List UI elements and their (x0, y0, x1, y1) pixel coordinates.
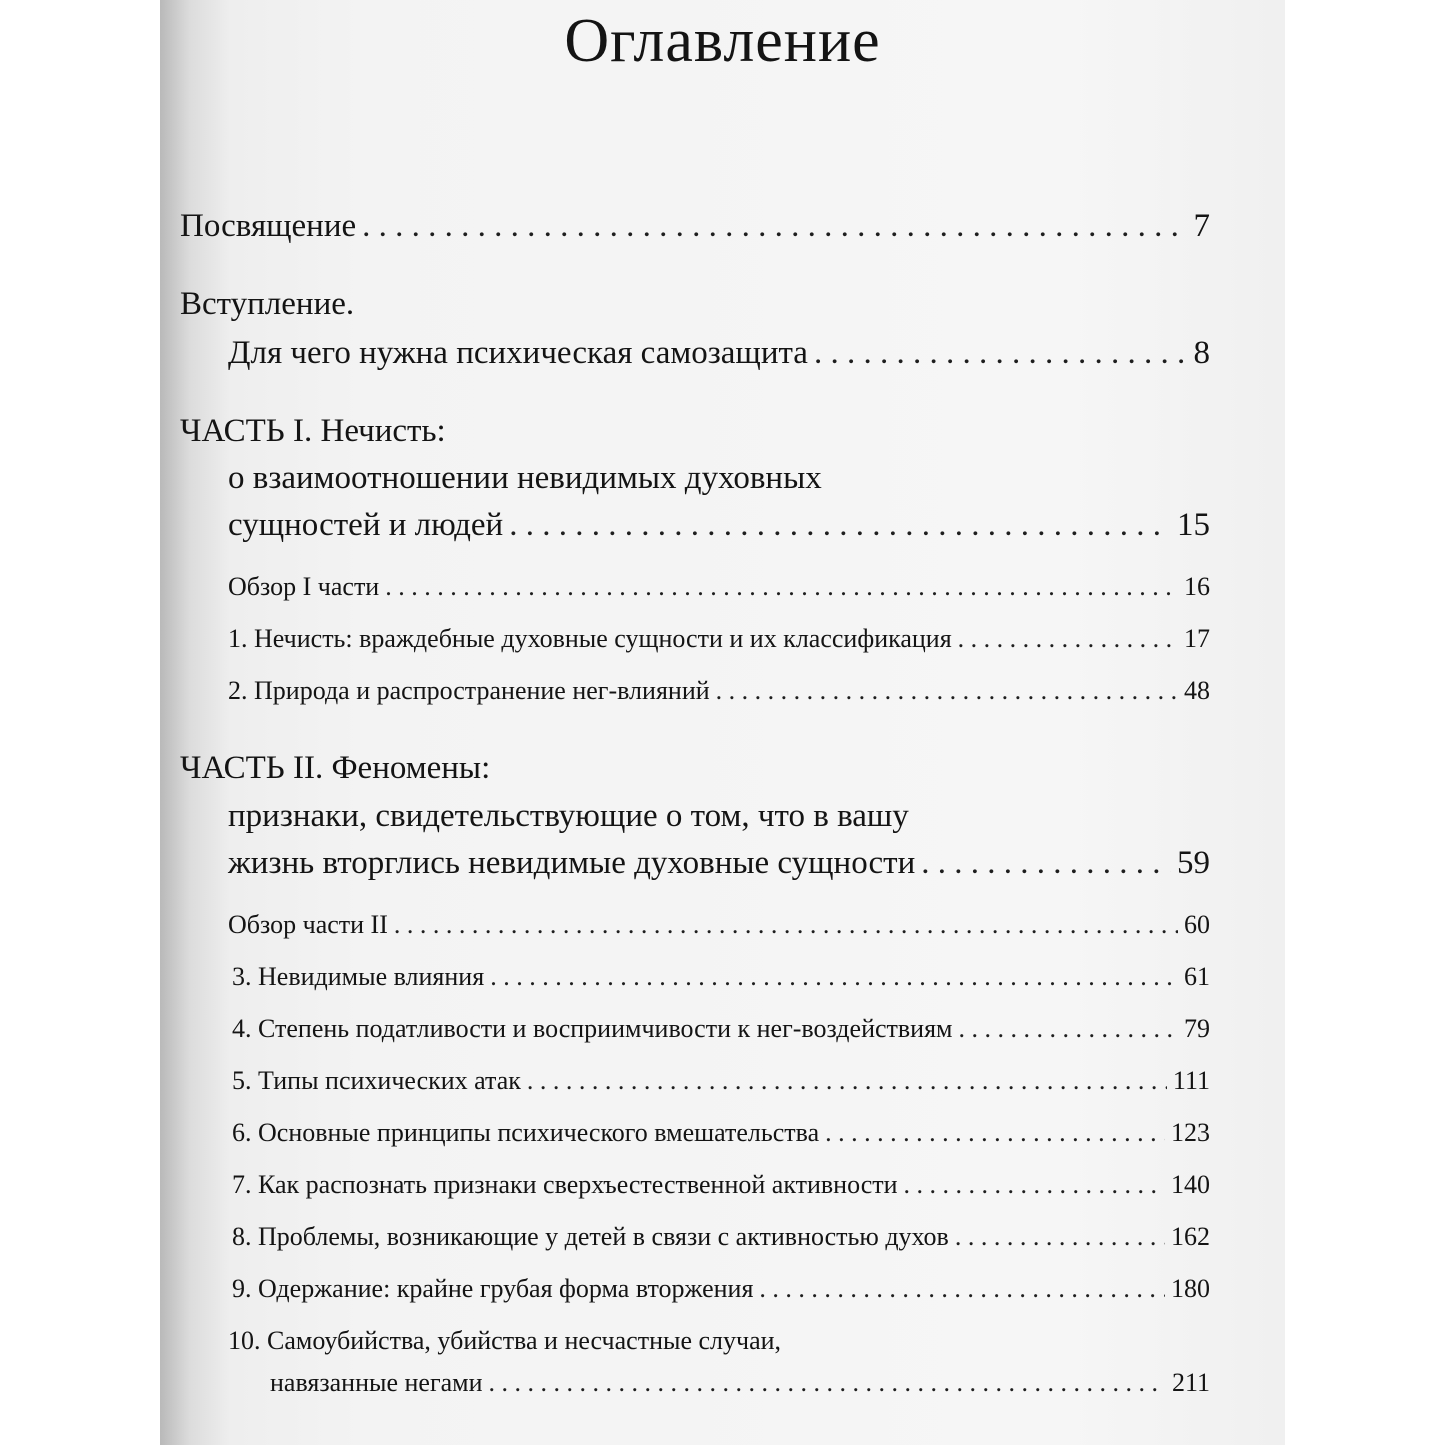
part1-line1: о взаимоотношении невидимых духовных (228, 460, 822, 496)
part2-line1: признаки, свидетельствующие о том, что в вашу (228, 798, 909, 834)
toc-entry-part1[interactable] (228, 507, 1210, 544)
toc-intro-label: Вступление. (180, 286, 355, 322)
toc-entry[interactable] (228, 624, 1210, 654)
entry-label: 1. Нечисть: враждебные духовные сущности и их классификация (228, 624, 952, 653)
entry-page: 59 (1177, 845, 1210, 881)
toc-entry[interactable] (228, 676, 1210, 706)
entry-label: 2. Природа и распространение нег-влияний (228, 676, 710, 705)
entry-label: Обзор части II (228, 910, 388, 939)
leader-dots (759, 1274, 1165, 1304)
entry-page: 111 (1172, 1066, 1210, 1095)
leader-dots (527, 1066, 1167, 1096)
part2-heading: ЧАСТЬ II. Феномены: (180, 750, 491, 786)
leader-dots (959, 1014, 1179, 1044)
entry-label: 9. Одержание: крайне грубая форма вторжения (232, 1274, 754, 1303)
leader-dots (825, 1118, 1165, 1148)
entry-label: жизнь вторглись невидимые духовные сущности (228, 845, 916, 881)
entry-label: 3. Невидимые влияния (232, 962, 485, 991)
toc-entry-10-line1: 10. Самоубийства, убийства и несчастные случаи, (228, 1326, 782, 1355)
toc-entry[interactable] (232, 1274, 1210, 1304)
entry-label: 8. Проблемы, возникающие у детей в связи с активностью духов (232, 1222, 949, 1251)
entry-label: 7. Как распознать признаки сверхъестественной активности (232, 1170, 898, 1199)
toc-entry[interactable] (232, 1118, 1210, 1148)
entry-label: навязанные негами (270, 1368, 483, 1397)
entry-label: 4. Степень податливости и восприимчивости к нег-воздействиям (232, 1014, 953, 1043)
leader-dots (385, 572, 1178, 602)
leader-dots (955, 1222, 1165, 1252)
entry-page: 15 (1177, 507, 1210, 543)
toc-entry-part2[interactable] (228, 845, 1210, 882)
entry-page: 180 (1171, 1274, 1210, 1303)
toc-entry[interactable] (232, 1170, 1210, 1200)
entry-label: сущностей и людей (228, 507, 504, 543)
toc-entry-intro[interactable] (228, 335, 1210, 372)
entry-label: 6. Основные принципы психического вмешательства (232, 1118, 820, 1147)
entry-page: 162 (1171, 1222, 1210, 1251)
leader-dots (509, 507, 1171, 544)
leader-dots (904, 1170, 1165, 1200)
leader-dots (814, 335, 1188, 372)
entry-page: 61 (1184, 962, 1210, 991)
page-title: Оглавление (564, 7, 881, 75)
entry-label: Для чего нужна психическая самозащита (228, 335, 808, 371)
leader-dots (362, 208, 1187, 245)
entry-page: 48 (1184, 676, 1210, 705)
toc-entry[interactable] (228, 572, 1210, 602)
leader-dots (490, 962, 1178, 992)
entry-page: 79 (1184, 1014, 1210, 1043)
toc-entry-10[interactable] (270, 1368, 1210, 1398)
toc-entry[interactable] (232, 1066, 1210, 1096)
leader-dots (958, 624, 1178, 654)
toc-entry[interactable] (232, 1222, 1210, 1252)
entry-page: 60 (1184, 910, 1210, 939)
leader-dots (489, 1368, 1166, 1398)
entry-label: 5. Типы психических атак (232, 1066, 521, 1095)
toc-entry[interactable] (232, 1014, 1210, 1044)
leader-dots (716, 676, 1178, 706)
entry-page: 17 (1184, 624, 1210, 653)
leader-dots (394, 910, 1178, 940)
book-page (160, 0, 1285, 1445)
entry-page: 7 (1193, 208, 1210, 244)
entry-label: Посвящение (180, 208, 357, 244)
toc-entry[interactable] (228, 910, 1210, 940)
toc-entry[interactable] (232, 962, 1210, 992)
entry-page: 140 (1171, 1170, 1210, 1199)
entry-page: 123 (1171, 1118, 1210, 1147)
entry-page: 8 (1193, 335, 1210, 371)
entry-page: 211 (1171, 1368, 1210, 1397)
entry-label: Обзор I части (228, 572, 380, 601)
part1-heading: ЧАСТЬ I. Нечисть: (180, 413, 446, 449)
toc-entry-dedication[interactable] (180, 208, 1210, 245)
entry-page: 16 (1184, 572, 1210, 601)
leader-dots (921, 845, 1171, 882)
